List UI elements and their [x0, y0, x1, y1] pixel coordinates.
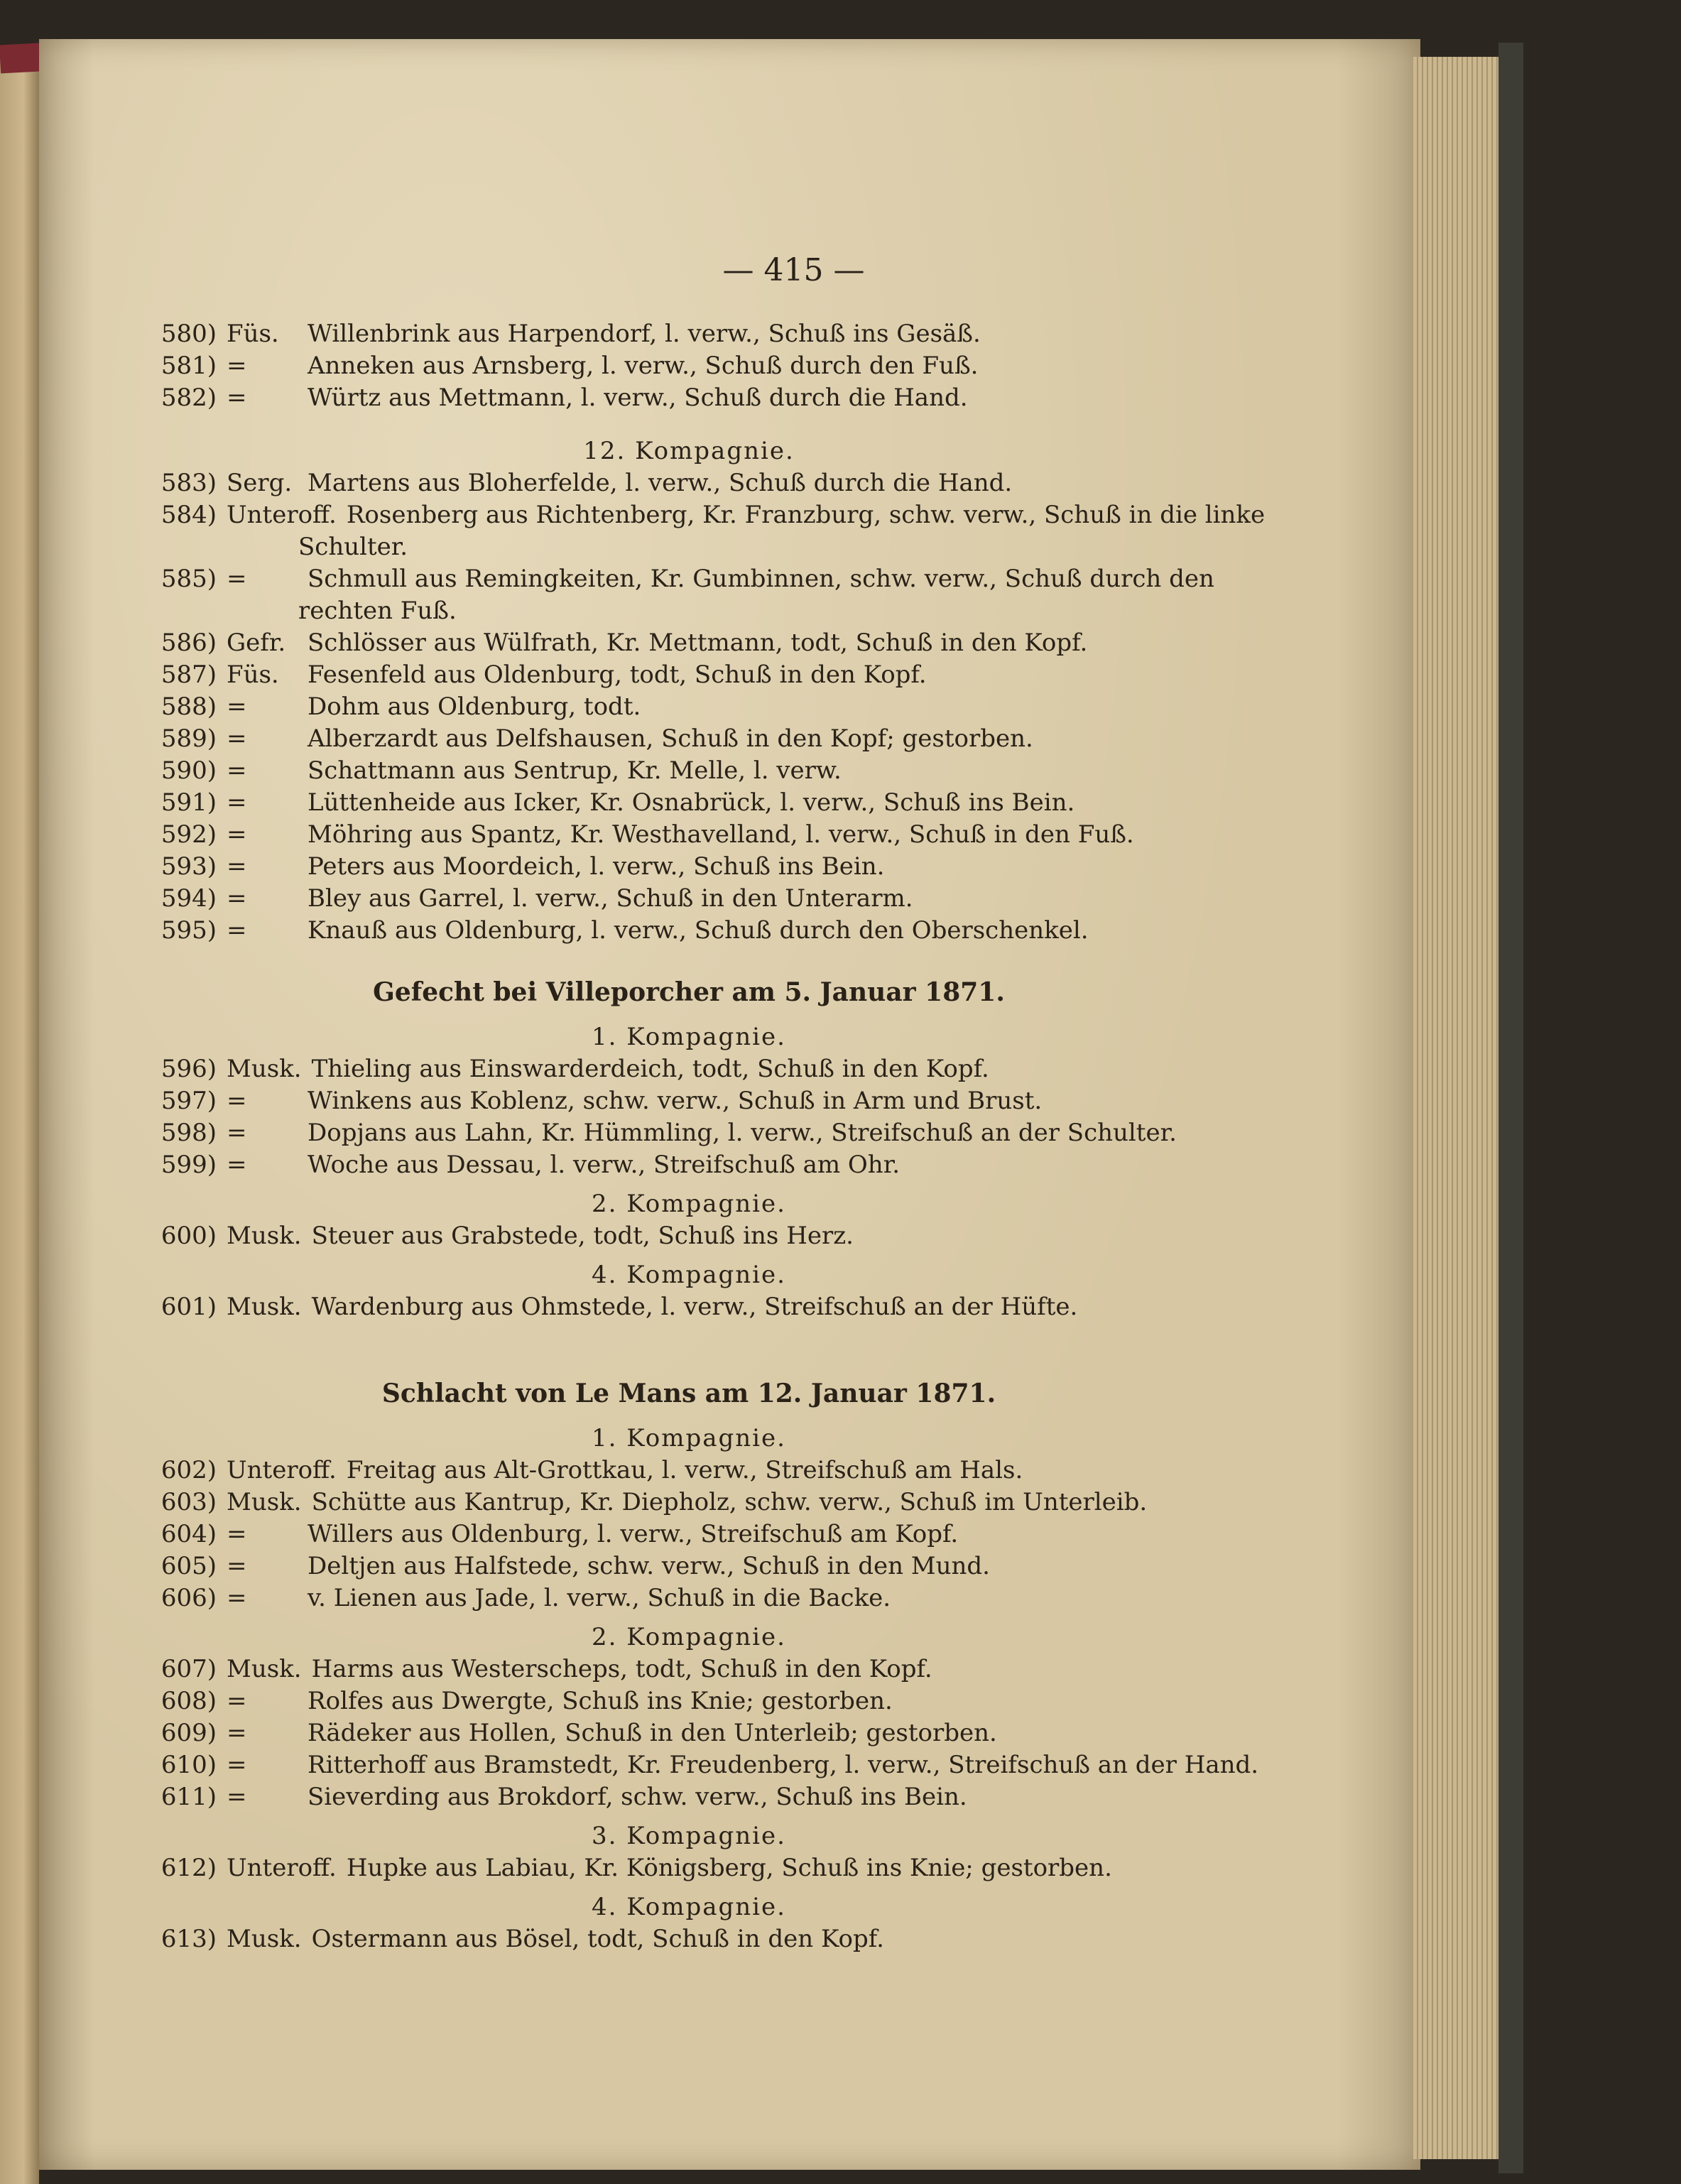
company-heading: 12. Kompagnie.	[583, 437, 795, 465]
entry-text: Rolfes aus Dwergte, Schuß ins Knie; gestorben.	[308, 1687, 893, 1715]
company-heading: 2. Kompagnie.	[592, 1190, 786, 1218]
entry-text: Rädeker aus Hollen, Schuß in den Unterleib; gestorben.	[308, 1719, 997, 1747]
entry-number: 596)	[161, 1055, 217, 1083]
casualty-entry	[156, 661, 1222, 689]
casualty-entry	[156, 788, 1222, 817]
casualty-entry	[156, 1520, 1222, 1548]
casualty-entry	[156, 1719, 1222, 1747]
casualty-entry	[156, 1488, 1222, 1516]
entry-rank: Gefr.	[227, 629, 286, 657]
entry-number: 586)	[161, 629, 217, 657]
casualty-entry	[156, 884, 1222, 913]
entry-rank: Musk.	[227, 1055, 302, 1083]
entry-continuation: Schulter.	[298, 533, 408, 561]
page-edges	[1413, 57, 1498, 2159]
entry-number: 583)	[161, 469, 217, 497]
entry-text: Dohm aus Oldenburg, todt.	[308, 692, 641, 721]
entry-rank: =	[227, 852, 247, 881]
entry-number: 599)	[161, 1151, 217, 1179]
casualty-entry	[156, 629, 1222, 657]
entry-rank: Musk.	[227, 1293, 302, 1321]
entry-text: Schmull aus Remingkeiten, Kr. Gumbinnen, schw. verw., Schuß durch den	[308, 565, 1214, 593]
entry-rank: =	[227, 352, 247, 380]
entry-number: 610)	[161, 1751, 217, 1779]
company-heading: 4. Kompagnie.	[592, 1893, 786, 1921]
entry-number: 590)	[161, 756, 217, 785]
entry-text: Deltjen aus Halfstede, schw. verw., Schuß in den Mund.	[308, 1552, 990, 1580]
casualty-entry	[156, 469, 1222, 497]
casualty-entry	[156, 1854, 1222, 1882]
entry-rank: =	[227, 565, 247, 593]
casualty-entry	[156, 1222, 1222, 1250]
entry-text: Alberzardt aus Delfshausen, Schuß in den Kopf; gestorben.	[308, 724, 1033, 753]
entry-number: 611)	[161, 1783, 217, 1811]
casualty-entry	[156, 820, 1222, 849]
entry-text: Fesenfeld aus Oldenburg, todt, Schuß in den Kopf.	[308, 661, 927, 689]
entry-text: Rosenberg aus Richtenberg, Kr. Franzburg, schw. verw., Schuß in die linke	[346, 501, 1266, 529]
entry-rank: =	[227, 756, 247, 785]
casualty-entry	[156, 1783, 1222, 1811]
entry-text: Steuer aus Grabstede, todt, Schuß ins Herz.	[311, 1222, 854, 1250]
entry-rank: =	[227, 884, 247, 913]
entry-rank: =	[227, 384, 247, 412]
entry-rank: Serg.	[227, 469, 293, 497]
entry-text: Anneken aus Arnsberg, l. verw., Schuß durch den Fuß.	[308, 352, 979, 380]
entry-rank: Musk.	[227, 1488, 302, 1516]
entry-text: Schlösser aus Wülfrath, Kr. Mettmann, todt, Schuß in den Kopf.	[308, 629, 1088, 657]
casualty-entry	[156, 724, 1222, 753]
entry-text: Thieling aus Einswarderdeich, todt, Schuß in den Kopf.	[311, 1055, 989, 1083]
entry-number: 603)	[161, 1488, 217, 1516]
casualty-entry	[156, 384, 1222, 412]
entry-number: 582)	[161, 384, 217, 412]
entry-text: Woche aus Dessau, l. verw., Streifschuß am Ohr.	[308, 1151, 901, 1179]
entry-rank: =	[227, 1151, 247, 1179]
entry-number: 588)	[161, 692, 217, 721]
book-page	[39, 39, 1420, 2170]
casualty-entry	[156, 916, 1222, 945]
casualty-entry	[156, 565, 1222, 593]
entry-text: Würtz aus Mettmann, l. verw., Schuß durch die Hand.	[308, 384, 968, 412]
entry-rank: Musk.	[227, 1655, 302, 1683]
entry-text: Schattmann aus Sentrup, Kr. Melle, l. verw.	[308, 756, 842, 785]
entry-text: Freitag aus Alt-Grottkau, l. verw., Streifschuß am Hals.	[346, 1456, 1023, 1484]
entry-number: 608)	[161, 1687, 217, 1715]
casualty-entry	[156, 1087, 1222, 1115]
left-page-edge	[0, 57, 39, 2184]
entry-number: 612)	[161, 1854, 217, 1882]
entry-text: Willenbrink aus Harpendorf, l. verw., Schuß ins Gesäß.	[308, 320, 981, 348]
entry-text: Willers aus Oldenburg, l. verw., Streifschuß am Kopf.	[308, 1520, 959, 1548]
entry-continuation: rechten Fuß.	[298, 597, 457, 625]
section-heading: Schlacht von Le Mans am 12. Januar 1871.	[381, 1379, 996, 1408]
book-cover-edge	[1498, 43, 1523, 2173]
entry-rank: Unteroff.	[227, 1854, 337, 1882]
entry-rank: =	[227, 820, 247, 849]
casualty-entry	[156, 1119, 1222, 1147]
entry-rank: =	[227, 788, 247, 817]
entry-number: 593)	[161, 852, 217, 881]
entry-text: v. Lienen aus Jade, l. verw., Schuß in die Backe.	[308, 1584, 891, 1612]
company-heading: 3. Kompagnie.	[592, 1822, 786, 1850]
entry-number: 609)	[161, 1719, 217, 1747]
entry-text: Martens aus Bloherfelde, l. verw., Schuß durch die Hand.	[308, 469, 1013, 497]
entry-number: 589)	[161, 724, 217, 753]
entry-rank: Unteroff.	[227, 1456, 337, 1484]
casualty-entry	[156, 1925, 1222, 1953]
entry-rank: Unteroff.	[227, 501, 337, 529]
company-heading: 1. Kompagnie.	[592, 1023, 786, 1051]
entry-number: 587)	[161, 661, 217, 689]
casualty-entry	[156, 1655, 1222, 1683]
entry-number: 584)	[161, 501, 217, 529]
casualty-entry	[156, 692, 1222, 721]
entry-text: Wardenburg aus Ohmstede, l. verw., Streifschuß an der Hüfte.	[311, 1293, 1078, 1321]
entry-text: Bley aus Garrel, l. verw., Schuß in den Unterarm.	[308, 884, 913, 913]
casualty-entry	[156, 1456, 1222, 1484]
entry-number: 605)	[161, 1552, 217, 1580]
entry-text: Peters aus Moordeich, l. verw., Schuß ins Bein.	[308, 852, 885, 881]
casualty-entry	[156, 1584, 1222, 1612]
entry-rank: =	[227, 1087, 247, 1115]
entry-text: Ritterhoff aus Bramstedt, Kr. Freudenberg, l. verw., Streifschuß an der Hand.	[308, 1751, 1259, 1779]
entry-number: 594)	[161, 884, 217, 913]
entry-rank: =	[227, 692, 247, 721]
casualty-entry	[156, 756, 1222, 785]
entry-number: 591)	[161, 788, 217, 817]
entry-rank: Musk.	[227, 1925, 302, 1953]
entry-rank: =	[227, 1520, 247, 1548]
casualty-entry	[156, 1687, 1222, 1715]
entry-number: 604)	[161, 1520, 217, 1548]
entry-number: 581)	[161, 352, 217, 380]
entry-number: 606)	[161, 1584, 217, 1612]
entry-number: 592)	[161, 820, 217, 849]
entry-rank: =	[227, 1687, 247, 1715]
casualty-entry	[156, 352, 1222, 380]
entry-number: 607)	[161, 1655, 217, 1683]
entry-text: Ostermann aus Bösel, todt, Schuß in den Kopf.	[311, 1925, 884, 1953]
entry-number: 600)	[161, 1222, 217, 1250]
entry-text: Möhring aus Spantz, Kr. Westhavelland, l. verw., Schuß in den Fuß.	[308, 820, 1134, 849]
company-heading: 2. Kompagnie.	[592, 1623, 786, 1651]
casualty-entry	[156, 1751, 1259, 1779]
entry-number: 598)	[161, 1119, 217, 1147]
entry-number: 602)	[161, 1456, 217, 1484]
entry-number: 613)	[161, 1925, 217, 1953]
entry-rank: =	[227, 916, 247, 945]
entry-rank: =	[227, 1552, 247, 1580]
entry-rank: =	[227, 724, 247, 753]
entry-rank: =	[227, 1783, 247, 1811]
entry-rank: =	[227, 1751, 247, 1779]
casualty-entry	[156, 1293, 1222, 1321]
entry-text: Knauß aus Oldenburg, l. verw., Schuß durch den Oberschenkel.	[308, 916, 1089, 945]
entry-text: Winkens aus Koblenz, schw. verw., Schuß in Arm und Brust.	[308, 1087, 1043, 1115]
casualty-entry	[156, 852, 1222, 881]
casualty-entry	[156, 320, 1222, 348]
entry-rank: Füs.	[227, 661, 279, 689]
entry-number: 601)	[161, 1293, 217, 1321]
casualty-entry	[156, 1055, 1222, 1083]
casualty-entry	[156, 1552, 1222, 1580]
entry-number: 585)	[161, 565, 217, 593]
entry-number: 580)	[161, 320, 217, 348]
entry-number: 597)	[161, 1087, 217, 1115]
company-heading: 1. Kompagnie.	[592, 1424, 786, 1452]
entry-rank: =	[227, 1119, 247, 1147]
casualty-entry	[156, 1151, 1222, 1179]
entry-rank: Musk.	[227, 1222, 302, 1250]
entry-text: Harms aus Westerscheps, todt, Schuß in den Kopf.	[311, 1655, 932, 1683]
entry-text: Sieverding aus Brokdorf, schw. verw., Schuß ins Bein.	[308, 1783, 967, 1811]
casualty-entry	[156, 501, 1266, 529]
page-number: — 415 —	[722, 252, 865, 288]
entry-rank: =	[227, 1584, 247, 1612]
entry-text: Dopjans aus Lahn, Kr. Hümmling, l. verw., Streifschuß an der Schulter.	[308, 1119, 1177, 1147]
company-heading: 4. Kompagnie.	[592, 1261, 786, 1289]
entry-text: Schütte aus Kantrup, Kr. Diepholz, schw. verw., Schuß im Unterleib.	[311, 1488, 1148, 1516]
page-text	[39, 39, 1420, 2170]
entry-number: 595)	[161, 916, 217, 945]
entry-text: Lüttenheide aus Icker, Kr. Osnabrück, l. verw., Schuß ins Bein.	[308, 788, 1075, 817]
entry-rank: =	[227, 1719, 247, 1747]
entry-text: Hupke aus Labiau, Kr. Königsberg, Schuß ins Knie; gestorben.	[346, 1854, 1112, 1882]
section-heading: Gefecht bei Villeporcher am 5. Januar 1871.	[373, 977, 1005, 1007]
entry-rank: Füs.	[227, 320, 279, 348]
